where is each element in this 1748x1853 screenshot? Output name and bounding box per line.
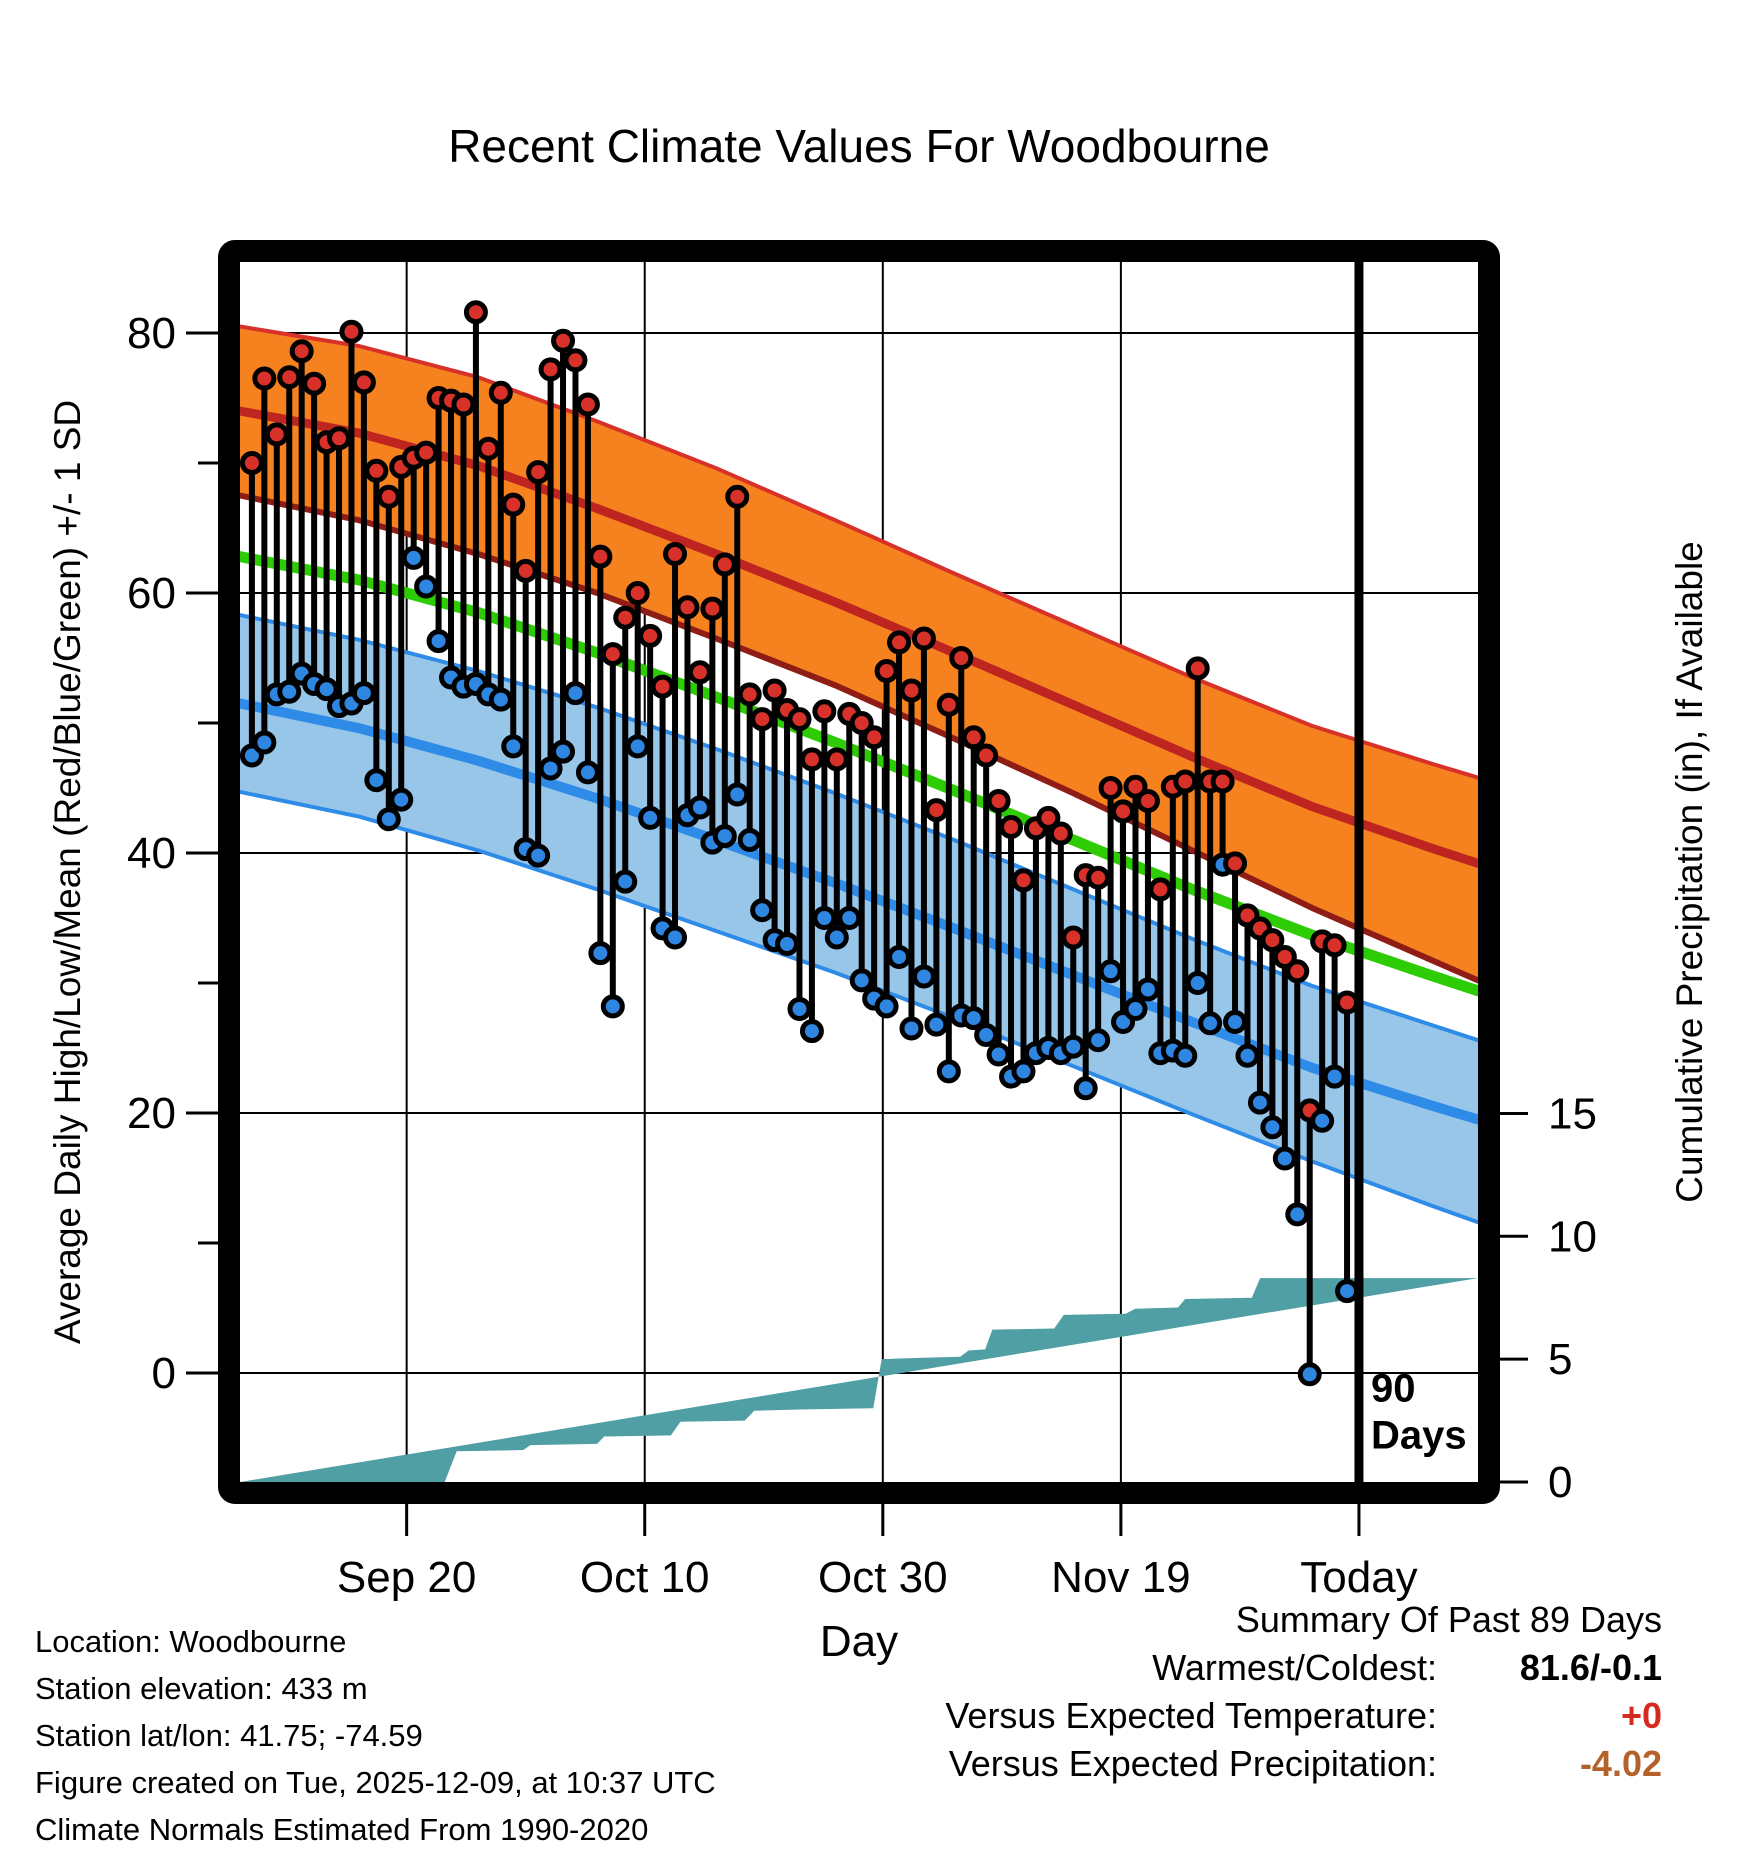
low-dot	[1126, 1000, 1145, 1019]
low-dot	[379, 810, 398, 829]
y-left-tick-label: 0	[151, 1349, 176, 1398]
high-dot	[1138, 792, 1157, 811]
high-dot	[479, 439, 498, 458]
low-dot	[902, 1019, 921, 1038]
high-dot	[939, 695, 958, 714]
high-dot	[902, 681, 921, 700]
y-left-axis-label: Average Daily High/Low/Mean (Red/Blue/Green) +/- 1 SD	[47, 399, 88, 1345]
high-dot	[616, 608, 635, 627]
low-dot	[1014, 1062, 1033, 1081]
high-dot	[740, 685, 759, 704]
low-dot	[827, 928, 846, 947]
high-dot	[890, 633, 909, 652]
low-dot	[1338, 1282, 1357, 1301]
high-dot	[529, 463, 548, 482]
x-tick-label: Sep 20	[336, 1553, 477, 1602]
y-left-tick-label: 40	[127, 829, 176, 878]
low-dot	[392, 790, 411, 809]
low-dot	[1238, 1046, 1257, 1065]
low-dot	[914, 967, 933, 986]
low-dot	[1300, 1365, 1319, 1384]
low-dot	[778, 935, 797, 954]
y-right-tick-label: 0	[1548, 1458, 1573, 1507]
station-elevation: Station elevation: 433 m	[35, 1671, 368, 1706]
high-dot	[1101, 779, 1120, 798]
high-dot	[292, 342, 311, 361]
high-dot	[703, 599, 722, 618]
high-dot	[591, 547, 610, 566]
low-dot	[1201, 1014, 1220, 1033]
high-dot	[927, 801, 946, 820]
x-tick-label: Nov 19	[1051, 1553, 1191, 1602]
high-dot	[516, 561, 535, 580]
summary-label: Versus Expected Temperature:	[945, 1695, 1437, 1736]
low-dot	[504, 737, 523, 756]
high-dot	[1338, 993, 1357, 1012]
low-dot	[1263, 1118, 1282, 1137]
low-dot	[280, 682, 299, 701]
y-right-tick-label: 5	[1548, 1335, 1573, 1385]
high-dot	[628, 584, 647, 603]
high-dot	[1002, 818, 1021, 837]
high-dot	[454, 395, 473, 414]
high-dot	[865, 728, 884, 747]
low-dot	[529, 846, 548, 865]
low-dot	[989, 1045, 1008, 1064]
x-tick-label: Oct 30	[817, 1553, 948, 1602]
y-right-axis-label: Cumulative Precipitation (in), If Available	[1669, 541, 1710, 1203]
low-dot	[890, 948, 909, 967]
low-dot	[715, 827, 734, 846]
low-dot	[1313, 1111, 1332, 1130]
high-dot	[491, 383, 510, 402]
low-dot	[641, 808, 660, 827]
y-left-tick-label: 80	[127, 309, 176, 358]
summary-title: Summary Of Past 89 Days	[1235, 1599, 1662, 1640]
low-dot	[939, 1062, 958, 1081]
low-dot	[255, 733, 274, 752]
station-latlon: Station lat/lon: 41.75; -74.59	[35, 1718, 423, 1753]
low-dot	[840, 909, 859, 928]
low-dot	[1226, 1013, 1245, 1032]
high-dot	[1051, 824, 1070, 843]
low-dot	[616, 872, 635, 891]
low-dot	[603, 997, 622, 1016]
y-right-tick-label: 10	[1548, 1212, 1597, 1262]
high-dot	[280, 368, 299, 387]
low-dot	[491, 690, 510, 709]
summary-row-vs-temperature	[945, 1692, 1662, 1740]
high-dot	[379, 487, 398, 506]
high-dot	[765, 681, 784, 700]
high-dot	[914, 629, 933, 648]
low-dot	[1138, 980, 1157, 999]
high-dot	[1014, 871, 1033, 890]
summary-value: -4.02	[1579, 1743, 1662, 1784]
low-dot	[802, 1022, 821, 1041]
high-dot	[952, 649, 971, 668]
high-dot	[989, 792, 1008, 811]
low-dot	[753, 901, 772, 920]
high-dot	[1188, 659, 1207, 678]
low-dot	[628, 737, 647, 756]
y-right-tick-label: 15	[1548, 1089, 1597, 1139]
high-dot	[305, 374, 324, 393]
low-dot	[566, 684, 585, 703]
low-dot	[578, 763, 597, 782]
high-dot	[255, 369, 274, 388]
high-dot	[554, 331, 573, 350]
low-dot	[1076, 1079, 1095, 1098]
normals-note: Climate Normals Estimated From 1990-2020	[35, 1812, 649, 1847]
low-dot	[1250, 1093, 1269, 1112]
high-dot	[715, 555, 734, 574]
high-dot	[603, 645, 622, 664]
low-dot	[591, 944, 610, 963]
low-dot	[666, 928, 685, 947]
x-axis-label: Day	[819, 1617, 899, 1666]
low-dot	[690, 798, 709, 817]
summary-value: +0	[1620, 1695, 1662, 1736]
high-dot	[964, 728, 983, 747]
y-left-tick-label: 60	[127, 569, 176, 618]
high-dot	[815, 702, 834, 721]
low-dot	[429, 632, 448, 651]
high-dot	[1213, 772, 1232, 791]
low-dot	[354, 684, 373, 703]
high-dot	[1064, 928, 1083, 947]
page-title: Recent Climate Values For Woodbourne	[448, 120, 1270, 172]
high-dot	[242, 454, 261, 473]
x-tick-label: Oct 10	[579, 1553, 710, 1602]
low-dot	[417, 577, 436, 596]
high-dot	[1089, 868, 1108, 887]
low-dot	[740, 831, 759, 850]
low-dot	[852, 971, 871, 990]
high-dot	[1176, 772, 1195, 791]
high-dot	[541, 360, 560, 379]
high-dot	[578, 395, 597, 414]
low-dot	[927, 1015, 946, 1034]
high-dot	[827, 750, 846, 769]
summary-label: Warmest/Coldest:	[1152, 1647, 1437, 1688]
high-dot	[367, 461, 386, 480]
summary-panel	[945, 1596, 1662, 1788]
figure-created: Figure created on Tue, 2025-12-09, at 10:37 UTC	[35, 1765, 716, 1800]
low-dot	[1064, 1037, 1083, 1056]
low-dot	[877, 997, 896, 1016]
high-dot	[417, 443, 436, 462]
high-dot	[653, 677, 672, 696]
high-dot	[666, 545, 685, 564]
low-dot	[404, 548, 423, 567]
high-dot	[790, 710, 809, 729]
low-dot	[1188, 974, 1207, 993]
high-dot	[267, 425, 286, 444]
low-dot	[977, 1026, 996, 1045]
ninety-days-label: 90	[1370, 1366, 1416, 1411]
summary-value: 81.6/-0.1	[1519, 1647, 1662, 1688]
high-dot	[977, 746, 996, 765]
station-location: Location: Woodbourne	[35, 1624, 347, 1659]
low-dot	[554, 742, 573, 761]
high-dot	[678, 598, 697, 617]
summary-row-warmest-coldest	[945, 1644, 1662, 1692]
low-dot	[1089, 1031, 1108, 1050]
high-dot	[877, 662, 896, 681]
high-dot	[504, 495, 523, 514]
high-dot	[728, 487, 747, 506]
ninety-days-label: Days	[1370, 1413, 1467, 1458]
low-dot	[1288, 1205, 1307, 1224]
high-dot	[1114, 802, 1133, 821]
high-dot	[354, 373, 373, 392]
low-dot	[815, 909, 834, 928]
high-dot	[1288, 962, 1307, 981]
high-dot	[1325, 936, 1344, 955]
station-info	[35, 1618, 716, 1853]
low-dot	[1325, 1067, 1344, 1086]
low-dot	[1176, 1046, 1195, 1065]
high-dot	[566, 351, 585, 370]
high-dot	[342, 322, 361, 341]
low-dot	[1101, 962, 1120, 981]
high-dot	[1151, 880, 1170, 899]
low-dot	[790, 1000, 809, 1019]
low-dot	[1275, 1149, 1294, 1168]
high-dot	[1226, 854, 1245, 873]
high-dot	[802, 750, 821, 769]
high-dot	[690, 663, 709, 682]
low-dot	[728, 785, 747, 804]
x-tick-label: Today	[1300, 1553, 1418, 1602]
y-left-tick-label: 20	[127, 1089, 176, 1138]
low-dot	[367, 771, 386, 790]
high-dot	[641, 626, 660, 645]
high-dot	[753, 710, 772, 729]
summary-row-vs-precipitation	[945, 1740, 1662, 1788]
high-dot	[330, 429, 349, 448]
summary-label: Versus Expected Precipitation:	[948, 1743, 1437, 1784]
high-dot	[466, 303, 485, 322]
